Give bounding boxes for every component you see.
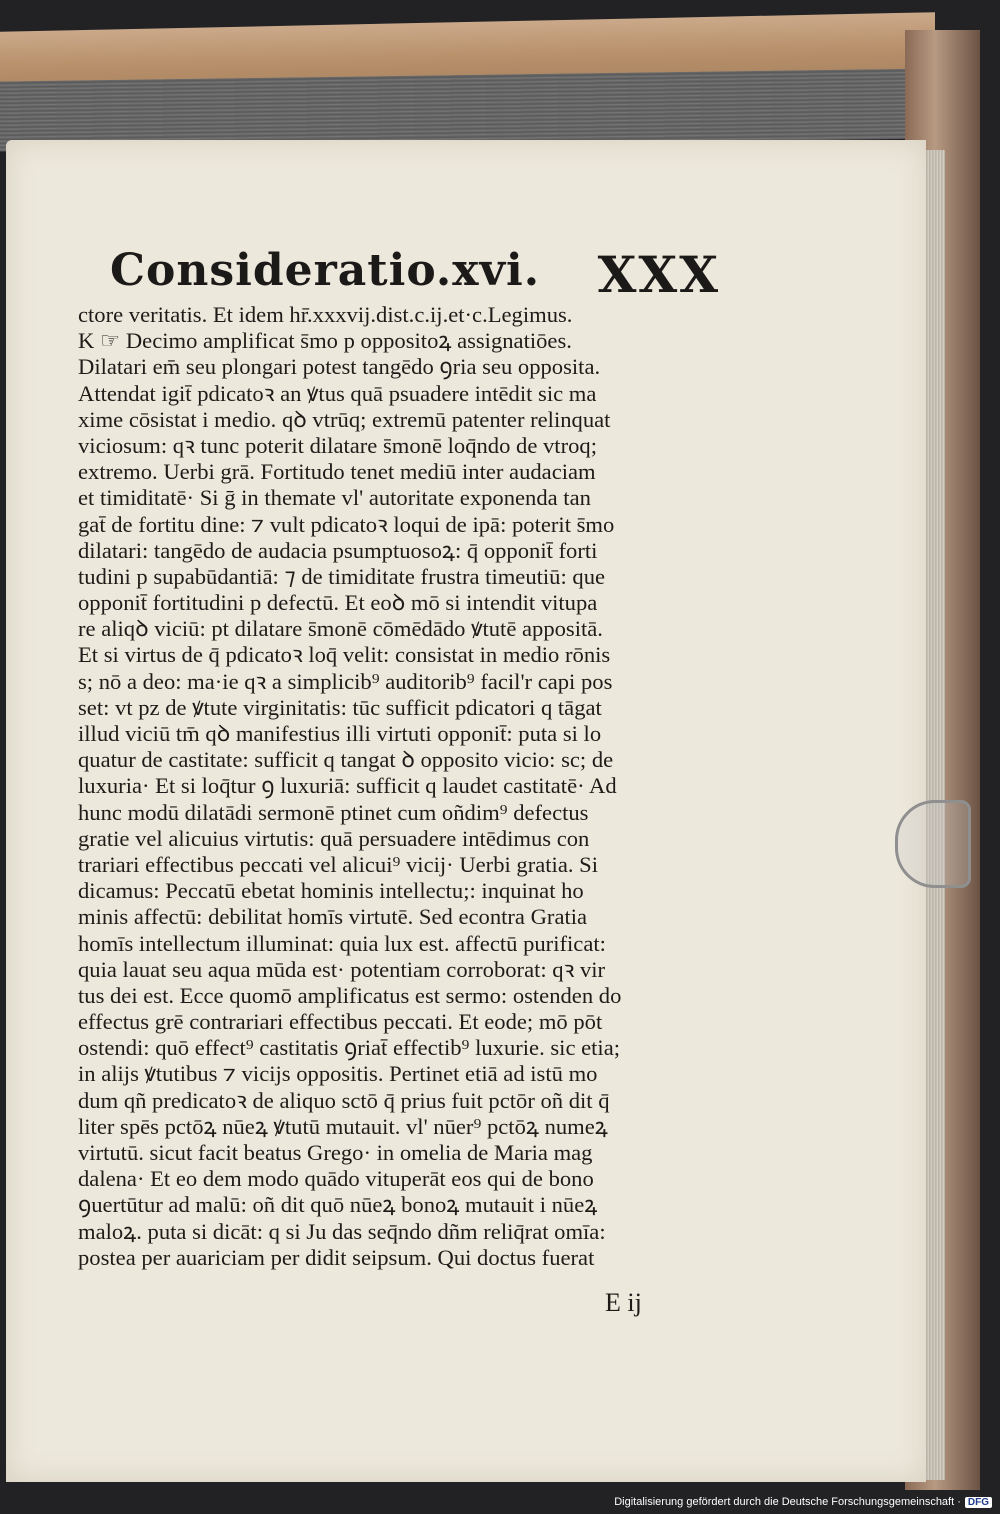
running-heading	[110, 245, 720, 305]
text-line: effectus grē contrariari effectibus peccati. Et eode; mō pōt	[78, 1009, 603, 1035]
text-line: set: vt pz de ꝟtute virginitatis: tūc sufficit pdicatori q tāgat	[78, 694, 602, 720]
text-line: Attendat igit̄ pdicatoꝛ an ꝟtus quā psuadere intēdit sic ma	[78, 380, 597, 406]
text-line: opponit̄ fortitudini p defectū. Et eoꝺ mō si intendit vitupa	[78, 590, 598, 616]
footer-credit	[614, 1494, 992, 1510]
text-line: gat̄ de fortitu dine: ⁊ vult pdicatoꝛ loqui de ipā: poterit s̄mo	[78, 511, 615, 537]
text-line: tudini p supabūdantiā: ⁊ de timiditate frustra timeutiū: que	[78, 563, 606, 589]
text-line: postea per auariciam per didit seipsum. Qui doctus fuerat	[78, 1244, 595, 1270]
text-line: trariari effectibus peccati vel alicui⁹ vicij· Uerbi gratia. Si	[78, 851, 598, 877]
text-line: et timiditatē· Si ḡ in themate vl' autoritate exponenda tan	[78, 485, 591, 511]
text-line: ostendi: quō effect⁹ castitatis ꝯriat̄ effectib⁹ luxurie. sic etia;	[78, 1035, 621, 1061]
text-line: K ☞ Decimo amplificat s̄mo p oppositoꝝ assignatiōes.	[78, 328, 572, 354]
text-line: ꝯuertūtur ad malū: oñ dit quō nūeꝝ bonoꝝ mutauit i nūeꝝ	[78, 1192, 598, 1218]
text-line: dalena· Et eo dem modo quādo vituperāt eos qui de bono	[78, 1166, 594, 1192]
text-line: Dilatari em̄ seu plongari potest tangēdo ꝯria seu opposita.	[78, 354, 601, 380]
footer-text: Digitalisierung gefördert durch die Deutsche Forschungsgemeinschaft ·	[614, 1496, 961, 1508]
text-line: luxuria· Et si loq̄tur ꝯ luxuriā: sufficit q laudet castitatē· Ad	[78, 773, 617, 799]
text-line: minis affectū: debilitat homīs virtutē. Sed econtra Gratia	[78, 904, 588, 930]
text-line: gratie vel alicuius virtutis: quā persuadere intēdimus con	[78, 825, 590, 851]
text-line: in alijs ꝟtutibus ⁊ vicijs oppositis. Pertinet etiā ad istū mo	[78, 1061, 598, 1087]
text-line: dicamus: Peccatū ebetat hominis intellectu;: inquinat ho	[78, 878, 584, 904]
text-line: ctore veritatis. Et idem hr̄.xxxvij.dist.c.ij.et·c.Legimus.	[78, 302, 573, 327]
text-line: dilatari: tangēdo de audacia psumptuosoꝝ: q̄ opponit̄ forti	[78, 537, 598, 563]
text-line: maloꝝ. puta si dicāt: q si Ju das seq̄ndo dñm reliq̄rat omīa:	[78, 1218, 606, 1244]
text-line: s; nō a deo: ma·ie qꝛ a simplicib⁹ auditorib⁹ facil'r capi pos	[78, 668, 613, 694]
text-line: illud viciū tm̄ qꝺ manifestius illi virtuti opponit̄: puta si lo	[78, 721, 602, 746]
text-line: virtutū. sicut facit beatus Grego· in omelia de Maria mag	[78, 1140, 593, 1165]
text-line: extremo. Uerbi grā. Fortitudo tenet mediū inter audaciam	[78, 459, 596, 485]
text-line: hunc modū dilatādi sermonē ptinet cum oñdim⁹ defectus	[78, 799, 589, 825]
text-line: dum qñ predicatoꝛ de aliquo sctō q̄ prius fuit pctōr oñ dit q̄	[78, 1087, 610, 1113]
text-line: quia lauat seu aqua mūda est· potentiam corroborat: qꝛ vir	[78, 956, 606, 982]
text-line: xime cōsistat i medio. qꝺ vtrūq; extremū patenter relinquat	[78, 406, 611, 432]
text-line: liter spēs pctōꝝ nūeꝝ ꝟtutū mutauit. vl' nūer⁹ pctōꝝ numeꝝ	[78, 1113, 608, 1139]
heading-title: Consideratio.xvi.	[110, 245, 541, 296]
text-line: viciosum: qꝛ tunc poterit dilatare s̄monē loq̄ndo de vtroq;	[78, 432, 597, 458]
text-line: homīs intellectum illuminat: quia lux est. affectū purificat:	[78, 930, 606, 956]
text-line: quatur de castitate: sufficit q tangat ꝺ opposito vicio: sc; de	[78, 747, 614, 773]
text-line: re aliqꝺ viciū: pt dilatare s̄monē cōmēdādo ꝟtutē appositā.	[78, 616, 603, 642]
text-line: Et si virtus de q̄ pdicatoꝛ loq̄ velit: consistat in medio rōnis	[78, 642, 611, 668]
body-text	[78, 302, 708, 1271]
signature-mark: E ij	[605, 1288, 642, 1317]
text-line: tus dei est. Ecce quomō amplificatus est sermo: ostenden do	[78, 982, 622, 1008]
page-clip	[895, 800, 971, 888]
folio-number: XXX	[597, 245, 720, 304]
dfg-logo: DFG	[965, 1497, 992, 1508]
